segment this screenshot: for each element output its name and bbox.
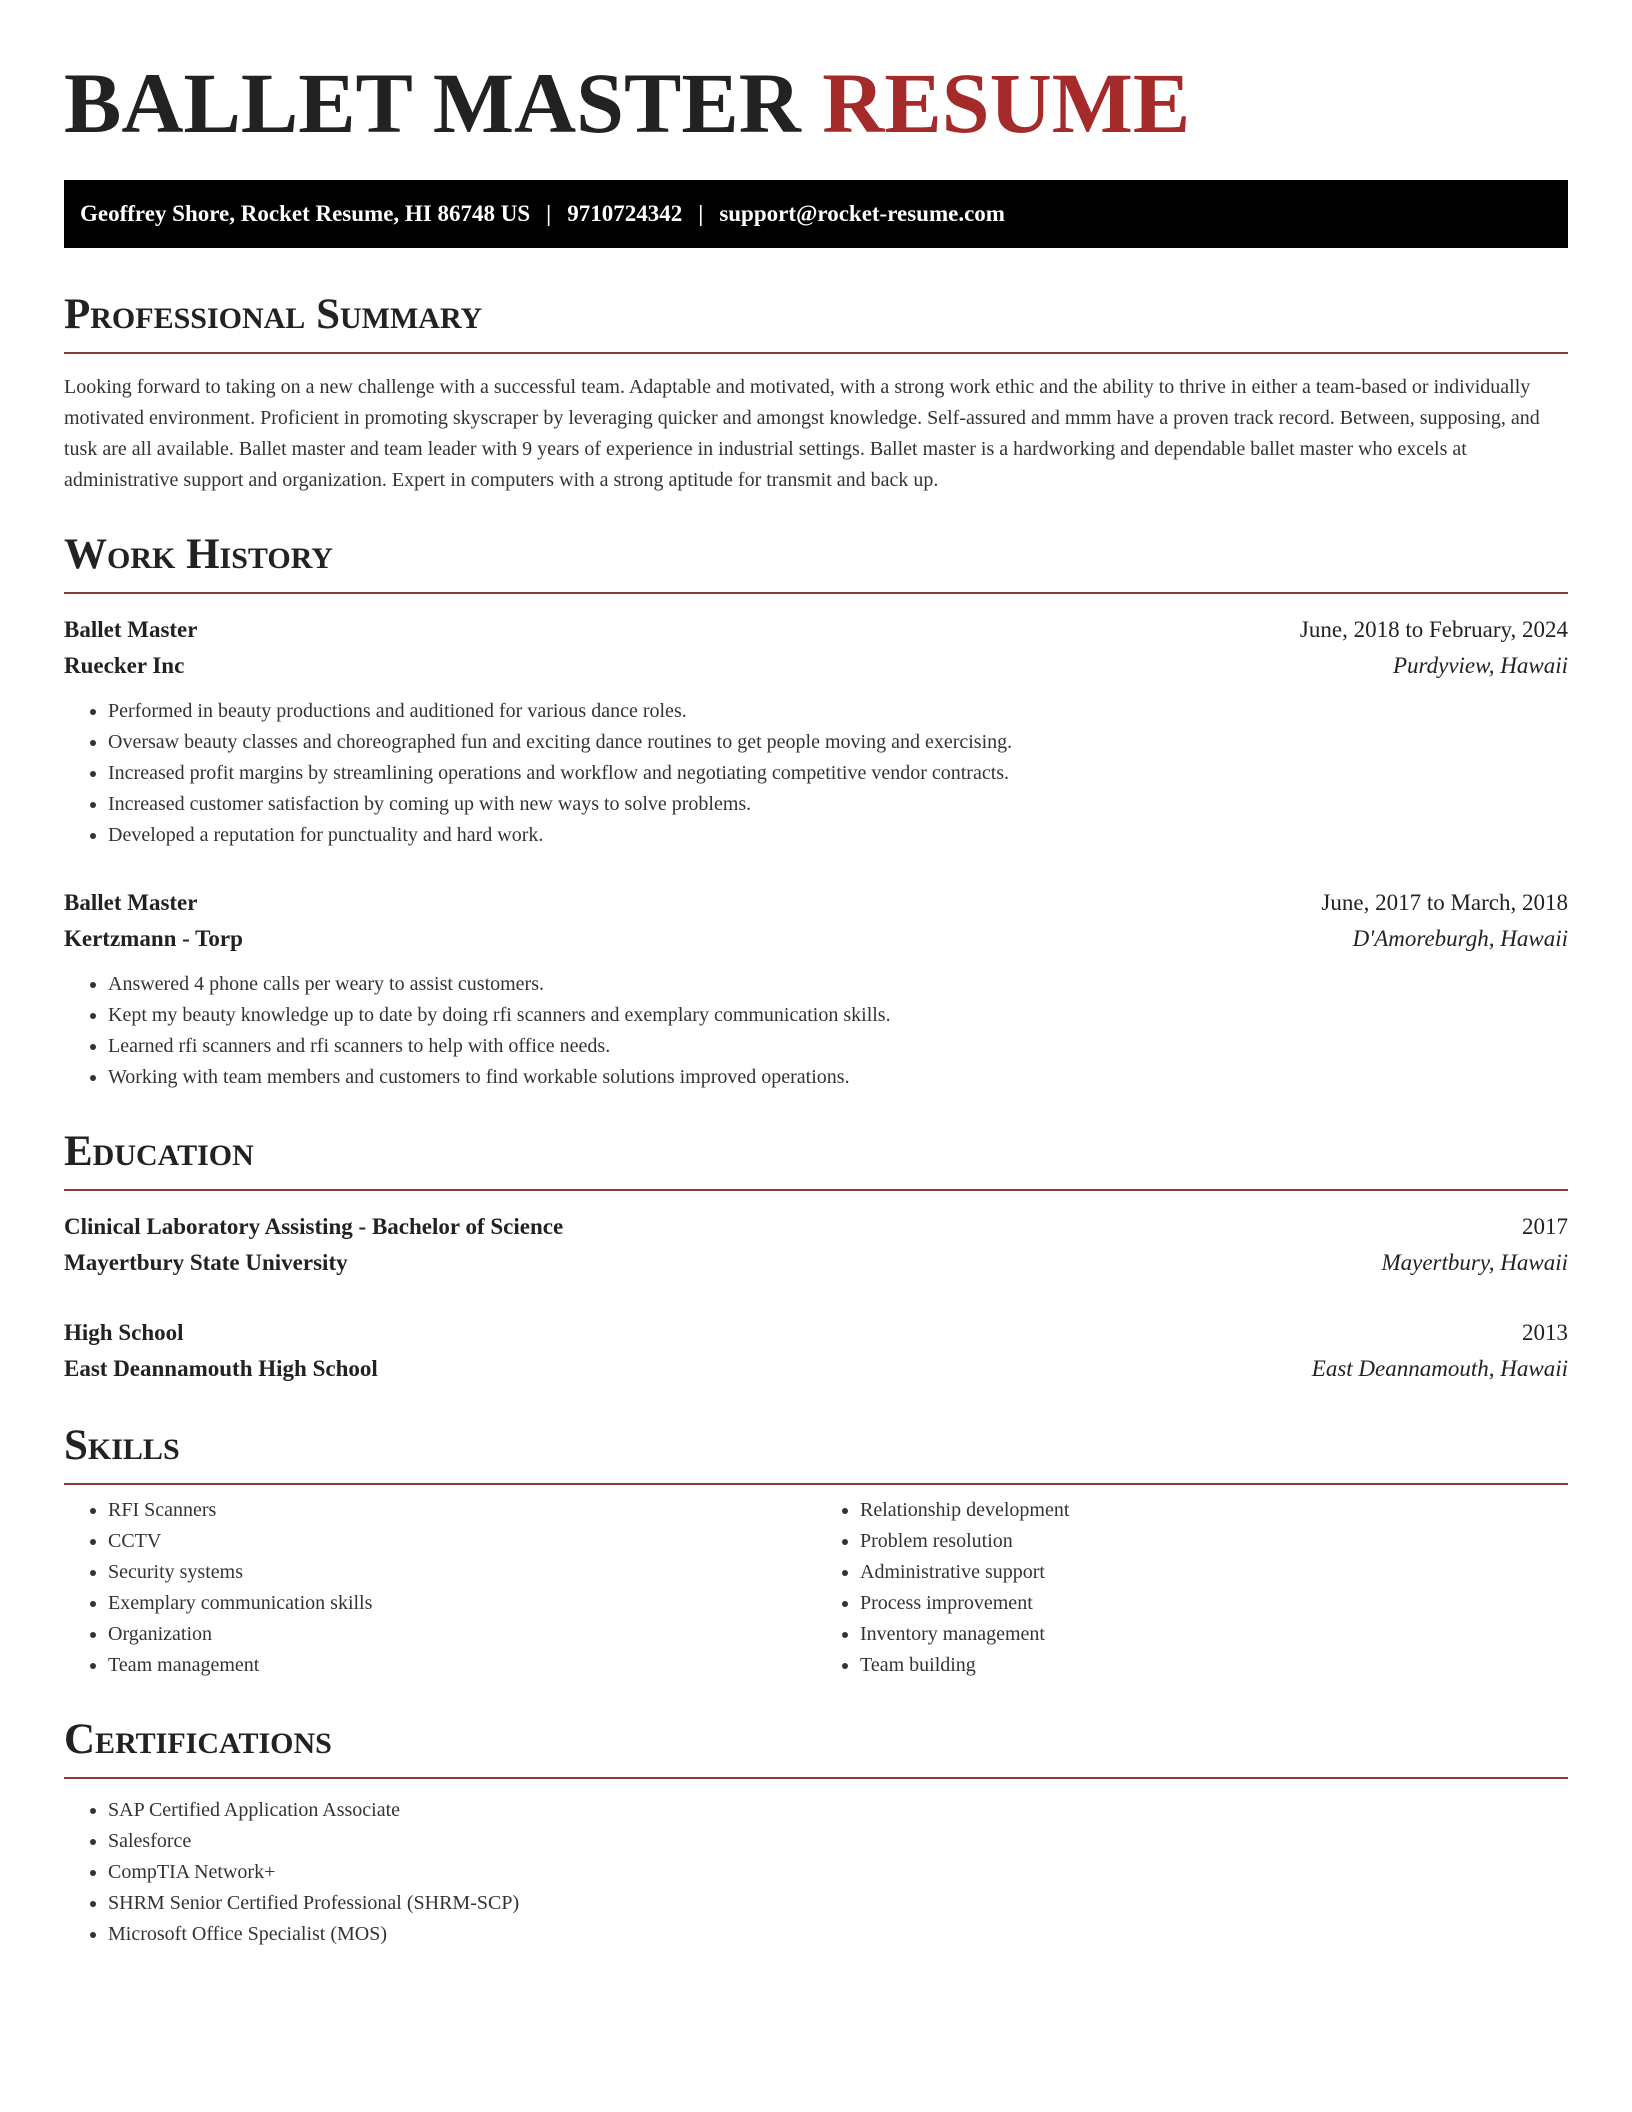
education-year: 2013 — [1522, 1320, 1568, 1345]
job-bullets — [64, 696, 1568, 851]
contact-address: Geoffrey Shore, Rocket Resume, HI 86748 US — [80, 201, 531, 226]
list-item: • Increased profit margins by streamlining operations and workflow and negotiating competitive vendor contracts. — [108, 758, 1568, 789]
list-item: • Performed in beauty productions and auditioned for various dance roles. — [108, 696, 1568, 727]
job-location: D'Amoreburgh, Hawaii — [1352, 926, 1568, 951]
list-item: • Increased customer satisfaction by coming up with new ways to solve problems. — [108, 789, 1568, 820]
education-school: Mayertbury State University — [64, 1250, 348, 1275]
job-dates: June, 2017 to March, 2018 — [1321, 890, 1568, 915]
education-entry — [64, 1315, 1568, 1387]
job-bullets — [64, 969, 1568, 1093]
work-history-section — [64, 528, 1568, 1093]
contact-separator: | — [546, 201, 552, 226]
list-item: • SAP Certified Application Associate — [108, 1795, 1568, 1826]
skills-heading: Skills — [64, 1422, 180, 1469]
list-item: • Team building — [860, 1650, 1568, 1681]
summary-text: Looking forward to taking on a new challenge with a successful team. Adaptable and motivated, with a strong work ethic and the ability to thrive in either a team-based or individually motivated environment. Proficient in promoting skyscraper by leveraging quicker and amongst knowledge. Self-assured and mmm have a proven track record. Between, supposing, and tusk are all available. Ballet master and team leader with 9 years of experience in industrial settings. Ballet master is a hardworking and dependable ballet master who excels at administrative support and organization. Expert in computers with a strong aptitude for transmit and back up. — [64, 376, 1540, 491]
education-heading: Education — [64, 1128, 254, 1175]
list-item: • Organization — [108, 1619, 816, 1650]
job-company: Ruecker Inc — [64, 653, 185, 678]
list-item: • Exemplary communication skills — [108, 1588, 816, 1619]
list-item: • Team management — [108, 1650, 816, 1681]
education-school: East Deannamouth High School — [64, 1356, 378, 1381]
list-item: • RFI Scanners — [108, 1495, 816, 1526]
section-divider — [64, 1483, 1568, 1485]
certifications-section — [64, 1713, 1568, 1950]
contact-bar — [64, 180, 1568, 248]
summary-section — [64, 288, 1568, 496]
list-item: • Salesforce — [108, 1826, 1568, 1857]
contact-separator: | — [698, 201, 704, 226]
list-item: • Developed a reputation for punctuality and hard work. — [108, 820, 1568, 851]
job-title: Ballet Master — [64, 890, 198, 915]
section-divider — [64, 352, 1568, 354]
title-main: BALLET MASTER — [64, 55, 801, 151]
summary-heading: Professional Summary — [64, 291, 483, 338]
education-degree: Clinical Laboratory Assisting - Bachelor of Science — [64, 1214, 564, 1239]
contact-email: support@rocket-resume.com — [719, 201, 1005, 226]
list-item: • Inventory management — [860, 1619, 1568, 1650]
list-item: • Answered 4 phone calls per weary to assist customers. — [108, 969, 1568, 1000]
job-entry — [64, 885, 1568, 1093]
job-company: Kertzmann - Torp — [64, 926, 243, 951]
education-location: East Deannamouth, Hawaii — [1311, 1356, 1568, 1381]
education-degree: High School — [64, 1320, 184, 1345]
job-dates: June, 2018 to February, 2024 — [1299, 617, 1568, 642]
list-item: • CompTIA Network+ — [108, 1857, 1568, 1888]
job-location: Purdyview, Hawaii — [1392, 653, 1568, 678]
section-divider — [64, 592, 1568, 594]
list-item: • SHRM Senior Certified Professional (SHRM-SCP) — [108, 1888, 1568, 1919]
list-item: • Oversaw beauty classes and choreographed fun and exciting dance routines to get people moving and exercising. — [108, 727, 1568, 758]
job-entry — [64, 612, 1568, 851]
title-accent: RESUME — [822, 55, 1191, 151]
list-item: • Kept my beauty knowledge up to date by doing rfi scanners and exemplary communication skills. — [108, 1000, 1568, 1031]
list-item: • Administrative support — [860, 1557, 1568, 1588]
list-item: • Process improvement — [860, 1588, 1568, 1619]
list-item: • Learned rfi scanners and rfi scanners to help with office needs. — [108, 1031, 1568, 1062]
education-section — [64, 1125, 1568, 1387]
skills-list-right — [816, 1495, 1568, 1681]
education-year: 2017 — [1522, 1214, 1568, 1239]
certifications-heading: Certifications — [64, 1716, 332, 1763]
list-item: • CCTV — [108, 1526, 816, 1557]
education-location: Mayertbury, Hawaii — [1381, 1250, 1568, 1275]
education-entry — [64, 1209, 1568, 1281]
skills-list-left — [64, 1495, 816, 1681]
resume-title — [64, 50, 1568, 156]
section-divider — [64, 1777, 1568, 1779]
list-item: • Relationship development — [860, 1495, 1568, 1526]
work-history-heading: Work History — [64, 531, 333, 578]
job-title: Ballet Master — [64, 617, 198, 642]
list-item: • Microsoft Office Specialist (MOS) — [108, 1919, 1568, 1950]
contact-phone: 9710724342 — [567, 201, 683, 226]
certifications-list — [64, 1795, 1568, 1950]
skills-section — [64, 1419, 1568, 1681]
list-item: • Security systems — [108, 1557, 816, 1588]
skills-columns — [64, 1495, 1568, 1681]
section-divider — [64, 1189, 1568, 1191]
list-item: • Problem resolution — [860, 1526, 1568, 1557]
list-item: • Working with team members and customers to find workable solutions improved operations. — [108, 1062, 1568, 1093]
